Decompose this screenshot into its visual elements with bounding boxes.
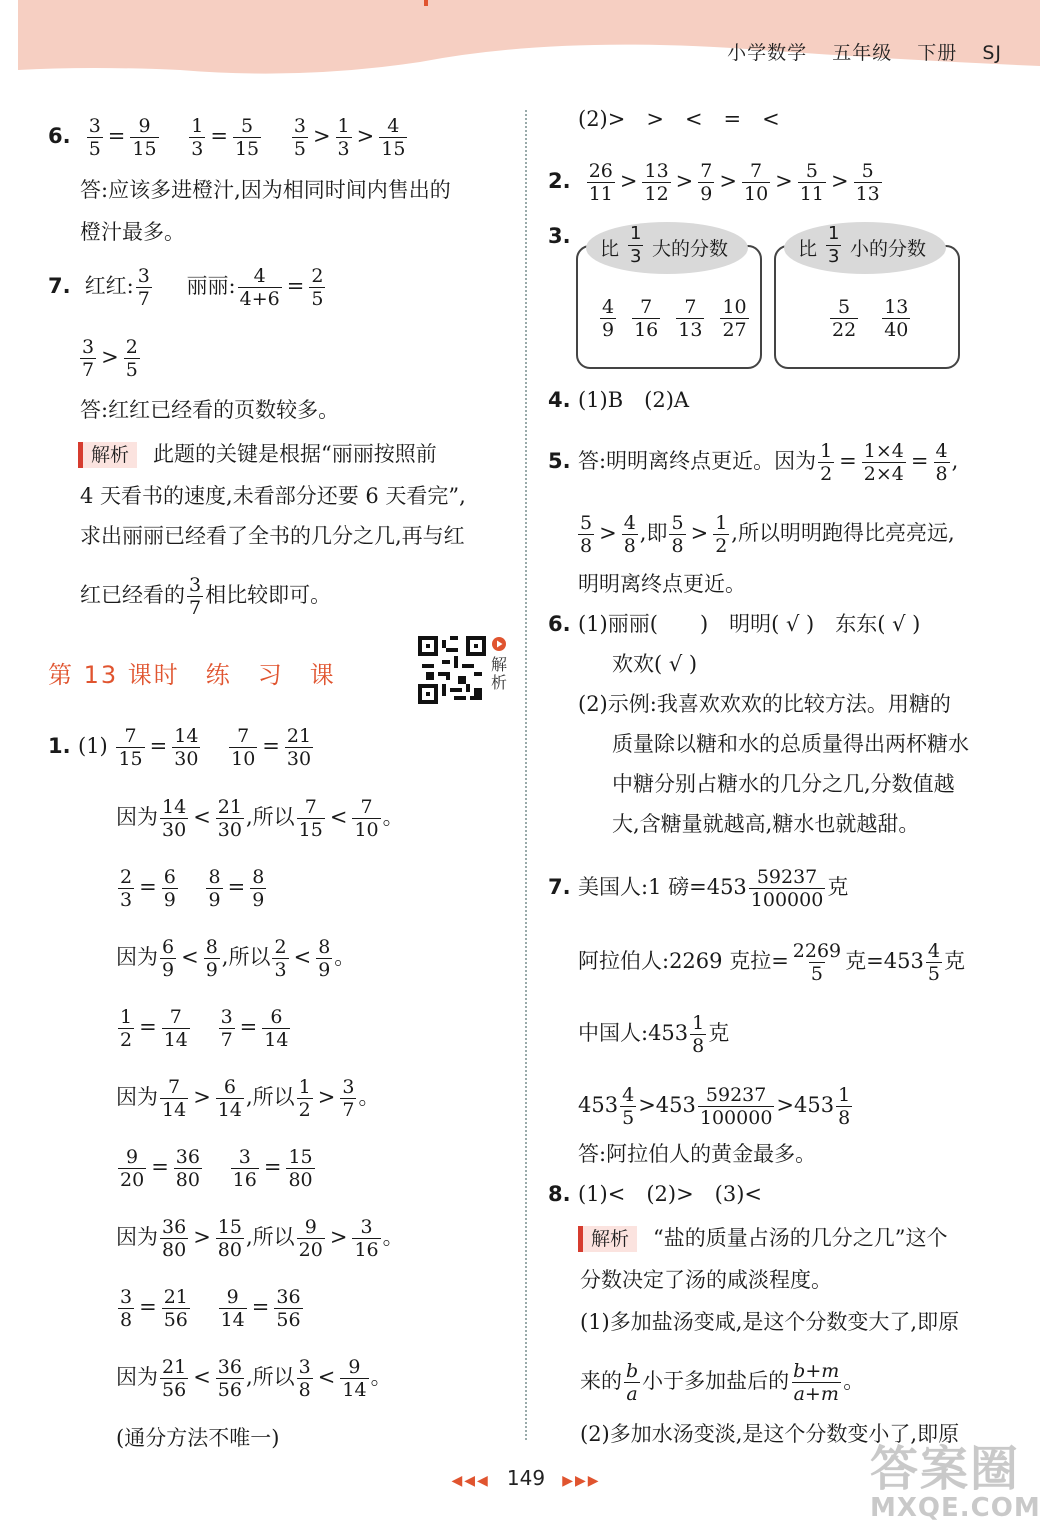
fraction: $\frac{59237}{100000}$ <box>699 1084 773 1129</box>
fraction: $\frac{4}{8}$ <box>623 512 636 557</box>
right-q5-line-2: $\frac{5}{8}$ > $\frac{4}{8}$ ,即 $\frac{5}{8}$ > $\frac{1}{2}$ ,所以明明跑得比亮亮远, <box>580 512 955 557</box>
fraction: $\frac{1}{8}$ <box>838 1084 851 1129</box>
q1-row-3-eq: $\frac{1}{2}$ = $\frac{7}{14}$ $\frac{3}{7}$ = $\frac{6}{14}$ <box>120 1006 289 1051</box>
fraction: $\frac{1}{3}$ <box>337 115 350 160</box>
q1-row-4-eq: $\frac{9}{20}$ = $\frac{36}{80}$ $\frac{3}{16}$ = $\frac{15}{80}$ <box>120 1146 313 1191</box>
fraction: $\frac{7}{13}$ <box>678 296 703 341</box>
right-q6-line-5: 中糖分别占糖水的几分之几,分数值越 <box>612 772 955 796</box>
right-q1b: (2)> > < = < <box>578 107 780 131</box>
q1-row-3-because: 因为 $\frac{7}{14}$ > $\frac{6}{14}$ ,所以 $\frac{1}{2}$ > $\frac{3}{7}$ 。 <box>116 1076 380 1121</box>
fraction: $\frac{7}{16}$ <box>634 296 659 341</box>
q1-row-5-eq: $\frac{3}{8}$ = $\frac{21}{56}$ $\frac{9}{14}$ = $\frac{36}{56}$ <box>120 1286 301 1331</box>
fraction: $\frac{10}{27}$ <box>722 296 747 341</box>
column-divider <box>525 110 527 1440</box>
right-q8-analysis-4: 来的 $\frac{b}{a}$ 小于多加盐后的 $\frac{b+m}{a+m}$ 。 <box>580 1360 865 1405</box>
right-q6-line-6: 大,含糖量就越高,糖水也就越甜。 <box>612 812 920 836</box>
fraction: $\frac{5}{8}$ <box>671 512 684 557</box>
fraction: $\frac{14}{30}$ <box>174 725 199 770</box>
right-q7-us: 7. 美国人:1 磅=453 $\frac{59237}{100000}$ 克 <box>548 866 849 911</box>
fraction: $\frac{1}{2}$ <box>820 440 833 485</box>
fraction: $\frac{1}{2}$ <box>715 512 728 557</box>
fraction: $\frac{7}{9}$ <box>700 160 713 205</box>
fraction: $\frac{6}{9}$ <box>163 866 176 911</box>
fraction: $\frac{8}{9}$ <box>208 866 221 911</box>
fraction: $\frac{7}{14}$ <box>162 1076 187 1121</box>
fraction: $\frac{6}{14}$ <box>217 1076 242 1121</box>
fraction: $\frac{2}{3}$ <box>120 866 133 911</box>
fraction: $\frac{2}{5}$ <box>311 265 324 310</box>
watermark: 答案圈 MXQE.COM <box>870 1441 1041 1523</box>
fraction: $\frac{1}{3}$ <box>630 223 642 267</box>
right-q8-analysis-1: 解析 “盐的质量占汤的几分之几”这个 <box>578 1224 948 1252</box>
right-q6-line-1: 6. (1)丽丽( ) 明明( √ ) 东东( √ ) <box>548 612 921 636</box>
fraction: $\frac{7}{15}$ <box>298 796 323 841</box>
fraction: $\frac{1}{8}$ <box>692 1012 705 1057</box>
less-than-box-title: 比 $\frac{1}{3}$ 小的分数 <box>784 222 946 274</box>
analysis-tag: 解析 <box>78 442 137 468</box>
fraction: $\frac{5}{22}$ <box>832 296 857 341</box>
fraction: $\frac{7}{10}$ <box>743 160 769 205</box>
header-info <box>709 38 1002 65</box>
right-q5-line-1: 5. 答:明明离终点更近。因为 $\frac{1}{2}$ = $\frac{1\times 4}{2\times 4}$ = $\frac{4}{8}$ , <box>548 440 959 485</box>
q1-row-2-eq: $\frac{2}{3}$ = $\frac{6}{9}$ $\frac{8}{9}$ = $\frac{8}{9}$ <box>120 866 265 911</box>
left-analysis-1: 解析 此题的关键是根据“丽丽按照前 <box>78 440 437 468</box>
fraction: $\frac{9}{14}$ <box>342 1356 367 1401</box>
header-grade: 五年级 <box>832 42 893 64</box>
fraction: $\frac{9}{20}$ <box>298 1216 323 1261</box>
fraction: $\frac{1}{3}$ <box>828 223 840 267</box>
fraction: $\frac{9}{14}$ <box>220 1286 245 1331</box>
fraction: $\frac{3}{8}$ <box>120 1286 133 1331</box>
left-analysis-2: 4 天看书的速度,未看部分还要 6 天看完”, <box>80 484 466 508</box>
qr-code[interactable] <box>418 636 486 704</box>
fraction: $\frac{5}{11}$ <box>799 160 824 205</box>
fraction: $\frac{36}{80}$ <box>175 1146 200 1191</box>
less-than-fractions <box>828 296 912 341</box>
q1-row-1-eq: 1. (1) $\frac{7}{15}$ = $\frac{14}{30}$ $\frac{7}{10}$ = $\frac{21}{30}$ <box>48 725 312 770</box>
fraction: $\frac{4}{4+6}$ <box>239 265 280 310</box>
left-q6-answer-2: 橙汁最多。 <box>80 220 185 244</box>
right-q7-compare: 453 $\frac{4}{5}$ >453 $\frac{59237}{100000}$ >453 $\frac{1}{8}$ <box>578 1084 851 1129</box>
page-number: 149 <box>506 1466 546 1490</box>
fraction: $\frac{1}{2}$ <box>120 1006 133 1051</box>
fraction: $\frac{7}{15}$ <box>118 725 143 770</box>
right-q7-answer: 答:阿拉伯人的黄金最多。 <box>578 1142 817 1166</box>
fraction: $\frac{3}{7}$ <box>220 1006 233 1051</box>
fraction: $\frac{21}{56}$ <box>163 1286 188 1331</box>
fraction: $\frac{9}{20}$ <box>120 1146 145 1191</box>
fraction: $\frac{21}{30}$ <box>286 725 312 770</box>
right-q8-analysis-3: (1)多加盐汤变咸,是这个分数变大了,即原 <box>580 1310 960 1334</box>
fraction: $\frac{5}{8}$ <box>580 512 593 557</box>
fraction: $\frac{14}{30}$ <box>162 796 187 841</box>
fraction: $\frac{59237}{100000}$ <box>750 866 824 911</box>
fraction: $\frac{36}{80}$ <box>162 1216 187 1261</box>
fraction: $\frac{2269}{5}$ <box>792 940 842 985</box>
fraction: $\frac{4}{15}$ <box>381 115 406 160</box>
fraction: $\frac{7}{10}$ <box>354 796 379 841</box>
fraction: $\frac{21}{30}$ <box>217 796 242 841</box>
right-q4: 4. (1)B (2)A <box>548 388 690 412</box>
fraction: $\frac{8}{9}$ <box>318 936 331 981</box>
fraction: $\frac{13}{40}$ <box>884 296 909 341</box>
play-icon[interactable] <box>492 637 506 651</box>
right-q6-line-3: (2)示例:我喜欢欢欢的比较方法。用糖的 <box>578 692 951 716</box>
q1-row-2-because: 因为 $\frac{6}{9}$ < $\frac{8}{9}$ ,所以 $\frac{2}{3}$ < $\frac{8}{9}$ 。 <box>116 936 356 981</box>
fraction: $\frac{1}{3}$ <box>191 115 204 160</box>
fraction: $\frac{3}{7}$ <box>189 574 202 619</box>
analysis-tag: 解析 <box>578 1226 637 1252</box>
fraction: $\frac{8}{9}$ <box>205 936 218 981</box>
q1-row-4-because: 因为 $\frac{36}{80}$ > $\frac{15}{80}$ ,所以 $\frac{9}{20}$ > $\frac{3}{16}$ 。 <box>116 1216 404 1261</box>
fraction: $\frac{3}{16}$ <box>232 1146 257 1191</box>
q1-note: (通分方法不唯一) <box>116 1426 280 1450</box>
fraction: $\frac{2}{5}$ <box>125 336 138 381</box>
fraction: $\frac{36}{56}$ <box>276 1286 301 1331</box>
fraction: $\frac{1}{2}$ <box>298 1076 311 1121</box>
left-analysis-3: 求出丽丽已经看了全书的几分之几,再与红 <box>80 524 465 548</box>
qr-label: 解析 <box>490 655 507 692</box>
fraction: $\frac{4}{5}$ <box>622 1084 635 1129</box>
fraction: $\frac{15}{80}$ <box>217 1216 242 1261</box>
right-q8-analysis-5: (2)多加水汤变淡,是这个分数变小了,即原 <box>580 1422 960 1446</box>
right-q5-line-3: 明明离终点更近。 <box>578 572 746 596</box>
greater-than-box-title: 比 $\frac{1}{3}$ 大的分数 <box>586 222 748 274</box>
fraction: $\frac{5}{15}$ <box>234 115 260 160</box>
fraction: $\frac{4}{8}$ <box>935 440 948 485</box>
right-q8: 8. (1)< (2)> (3)< <box>548 1182 763 1206</box>
right-q6-line-2: 欢欢( √ ) <box>612 652 698 676</box>
right-q7-china: 中国人:453 $\frac{1}{8}$ 克 <box>578 1012 730 1057</box>
right-q3-num: 3. <box>548 224 571 248</box>
fraction: $\frac{21}{56}$ <box>162 1356 187 1401</box>
fraction: $\frac{2}{3}$ <box>274 936 287 981</box>
fraction: $\frac{36}{56}$ <box>217 1356 242 1401</box>
header-volume: 下册 <box>917 42 958 64</box>
fraction: $\frac{7}{14}$ <box>163 1006 188 1051</box>
greater-than-fractions <box>598 296 751 341</box>
fraction: $\frac{5}{13}$ <box>855 160 880 205</box>
fraction: $\frac{9}{15}$ <box>132 115 157 160</box>
fraction: $\frac{b}{a}$ <box>626 1360 639 1405</box>
left-q7-compare: $\frac{3}{7}$ > $\frac{2}{5}$ <box>82 336 138 381</box>
fraction: $\frac{b+m}{a+m}$ <box>793 1360 840 1405</box>
q1-row-1-because: 因为 $\frac{14}{30}$ < $\frac{21}{30}$ ,所以 $\frac{7}{15}$ < $\frac{7}{10}$ 。 <box>116 796 404 841</box>
fraction: $\frac{3}{8}$ <box>298 1356 311 1401</box>
fraction: $\frac{3}{5}$ <box>293 115 306 160</box>
header-edition: SJ <box>982 42 1002 64</box>
right-q6-line-4: 质量除以糖和水的总质量得出两杯糖水 <box>612 732 969 756</box>
lesson-title: 第 13 课时 练 习 课 <box>48 661 336 689</box>
header-subject: 小学数学 <box>727 42 808 64</box>
prev-arrows-icon: ◀◀◀ <box>451 1473 490 1489</box>
left-q7-line: 7. 红红: $\frac{3}{7}$ 丽丽: $\frac{4}{4+6}$ = $\frac{2}{5}$ <box>48 265 324 310</box>
right-q7-arab: 阿拉伯人:2269 克拉= $\frac{2269}{5}$ 克=453 $\frac{4}{5}$ 克 <box>578 940 965 985</box>
next-arrows-icon: ▶▶▶ <box>562 1473 601 1489</box>
right-q8-analysis-2: 分数决定了汤的咸淡程度。 <box>580 1268 832 1292</box>
right-q2: 2. $\frac{26}{11}$ > $\frac{13}{12}$ > $\frac{7}{9}$ > $\frac{7}{10}$ > $\frac{5}{11}$ > $\frac{5}{13}$ <box>548 160 880 205</box>
fraction: $\frac{13}{12}$ <box>644 160 669 205</box>
fraction: $\frac{7}{10}$ <box>231 725 256 770</box>
left-q7-answer: 答:红红已经看的页数较多。 <box>80 398 340 422</box>
fraction: $\frac{3}{7}$ <box>82 336 95 381</box>
fraction: $\frac{26}{11}$ <box>588 160 613 205</box>
fraction: $\frac{3}{7}$ <box>137 265 150 310</box>
fraction: $\frac{15}{80}$ <box>288 1146 313 1191</box>
fraction: $\frac{4}{9}$ <box>602 296 615 341</box>
fraction: $\frac{6}{14}$ <box>264 1006 289 1051</box>
fraction: $\frac{6}{9}$ <box>162 936 175 981</box>
left-q6-line: 6. $\frac{3}{5}$ = $\frac{9}{15}$ $\frac{1}{3}$ = $\frac{5}{15}$ $\frac{3}{5}$ > $\frac{1}{3}$ > $\frac{4}{15}$ <box>48 115 406 160</box>
fraction: $\frac{4}{5}$ <box>927 940 940 985</box>
left-q6-answer-1: 答:应该多进橙汁,因为相同时间内售出的 <box>80 178 451 202</box>
fraction: $\frac{8}{9}$ <box>252 866 265 911</box>
fraction: $\frac{3}{16}$ <box>354 1216 379 1261</box>
fraction: $\frac{1\times 4}{2\times 4}$ <box>863 440 904 485</box>
fraction: $\frac{3}{5}$ <box>88 115 101 160</box>
left-analysis-4: 红已经看的 $\frac{3}{7}$ 相比较即可。 <box>80 574 332 619</box>
fraction: $\frac{3}{7}$ <box>342 1076 355 1121</box>
q1-row-5-because: 因为 $\frac{21}{56}$ < $\frac{36}{56}$ ,所以 $\frac{3}{8}$ < $\frac{9}{14}$ 。 <box>116 1356 392 1401</box>
